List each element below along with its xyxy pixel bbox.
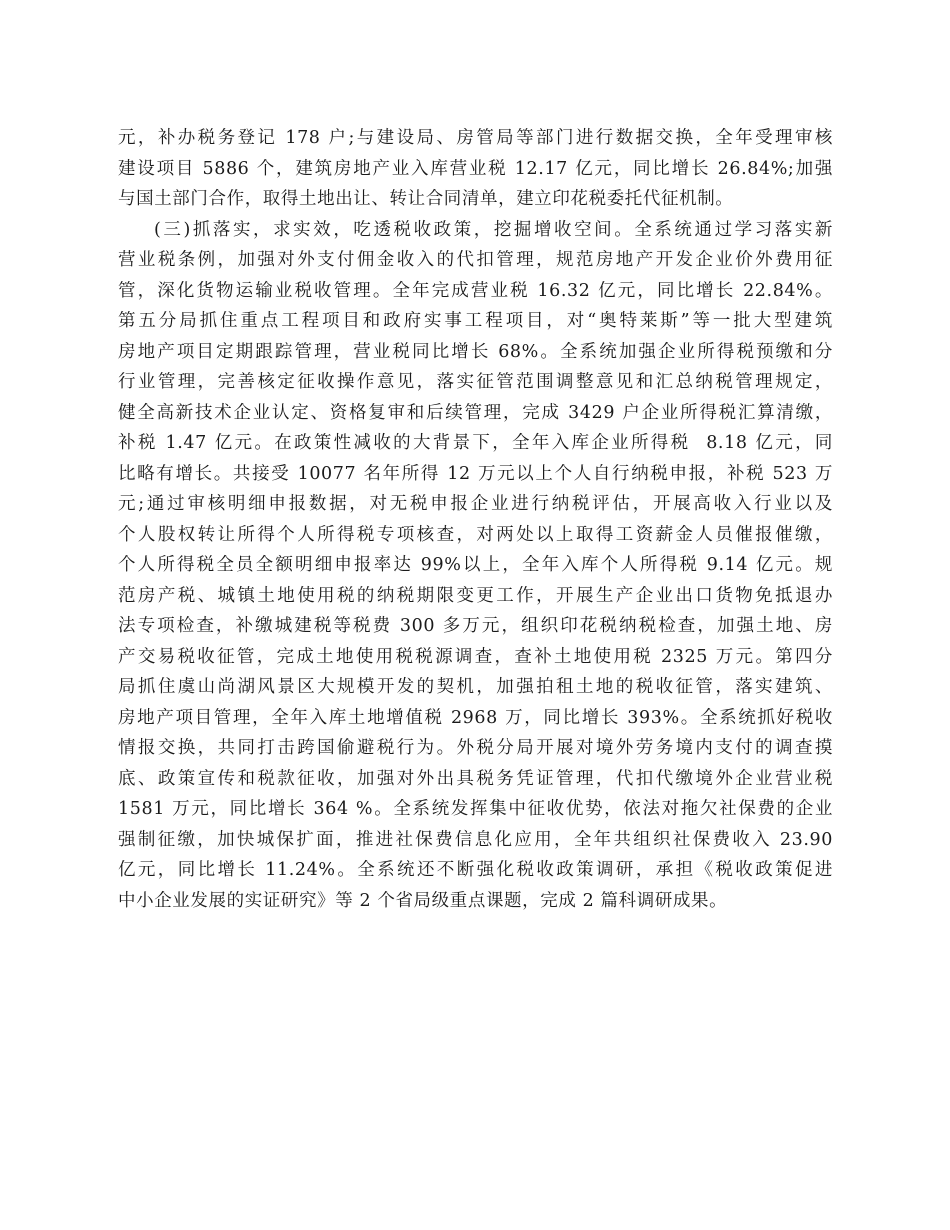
text-line: 房地产项目定期跟踪管理，营业税同比增长 68%。全系统加强企业所得税预缴和分 (118, 341, 833, 362)
text-line: 个人股权转让所得个人所得税专项核查，对两处以上取得工资薪金人员催报催缴， (118, 524, 833, 545)
text-line: 法专项检查，补缴城建税等税费 300 多万元，组织印花税纳税检查，加强土地、房 (118, 616, 833, 636)
text-line: 补税 1.47 亿元。在政策性减收的大背景下，全年入库企业所得税 8.18 亿元，同 (118, 433, 833, 453)
text-line: 建设项目 5886 个，建筑房地产业入库营业税 12.17 亿元，同比增长 26.84%;加强 (118, 158, 833, 179)
text-line: 管，深化货物运输业税收管理。全年完成营业税 16.32 亿元，同比增长 22.84%。 (118, 280, 833, 301)
text-line: 底、政策宣传和税款征收，加强对外出具税务凭证管理，代扣代缴境外企业营业税 (118, 768, 833, 789)
text-line: 局抓住虞山尚湖风景区大规模开发的契机，加强拍租土地的税收征管，落实建筑、 (118, 677, 833, 697)
text-line: 亿元，同比增长 11.24%。全系统还不断强化税收政策调研，承担《税收政策促进 (118, 860, 833, 880)
text-line: 范房产税、城镇土地使用税的纳税期限变更工作，开展生产企业出口货物免抵退办 (118, 585, 833, 606)
text-line: 中小企业发展的实证研究》等 2 个省局级重点课题，完成 2 篇科调研成果。 (118, 890, 728, 911)
text-line: 营业税条例，加强对外支付佣金收入的代扣管理，规范房地产开发企业价外费用征 (118, 250, 833, 270)
text-line: 个人所得税全员全额明细申报率达 99%以上，全年入库个人所得税 9.14 亿元。规 (118, 555, 833, 575)
text-line: 房地产项目管理，全年入库土地增值税 2968 万，同比增长 393%。全系统抓好税收 (118, 707, 833, 728)
paragraph-2 (118, 215, 833, 917)
text-line: 行业管理，完善核定征收操作意见，落实征管范围调整意见和汇总纳税管理规定， (118, 372, 833, 392)
document-page (118, 123, 833, 916)
text-line: 元;通过审核明细申报数据，对无税申报企业进行纳税评估，开展高收入行业以及 (118, 494, 833, 514)
text-line: 第五分局抓住重点工程项目和政府实事工程项目，对“奥特莱斯”等一批大型建筑 (118, 311, 833, 331)
text-line: (三)抓落实，求实效，吃透税收政策，挖掘增收空间。全系统通过学习落实新 (154, 219, 833, 240)
text-line: 比略有增长。共接受 10077 名年所得 12 万元以上个人自行纳税申报，补税 523 万 (118, 463, 833, 484)
text-line: 情报交换，共同打击跨国偷避税行为。外税分局开展对境外劳务境内支付的调查摸 (118, 738, 833, 758)
text-line: 产交易税收征管，完成土地使用税税源调查，查补土地使用税 2325 万元。第四分 (118, 646, 833, 667)
paragraph-1 (118, 123, 833, 215)
text-line: 1581 万元，同比增长 364 %。全系统发挥集中征收优势，依法对拖欠社保费的企业 (118, 799, 833, 819)
text-line: 健全高新技术企业认定、资格复审和后续管理，完成 3429 户企业所得税汇算清缴， (118, 402, 833, 423)
text-line: 强制征缴，加快城保扩面，推进社保费信息化应用，全年共组织社保费收入 23.90 (118, 829, 833, 850)
text-line: 元，补办税务登记 178 户;与建设局、房管局等部门进行数据交换，全年受理审核 (118, 128, 833, 148)
text-line: 与国土部门合作，取得土地出让、转让合同清单，建立印花税委托代征机制。 (118, 189, 734, 209)
